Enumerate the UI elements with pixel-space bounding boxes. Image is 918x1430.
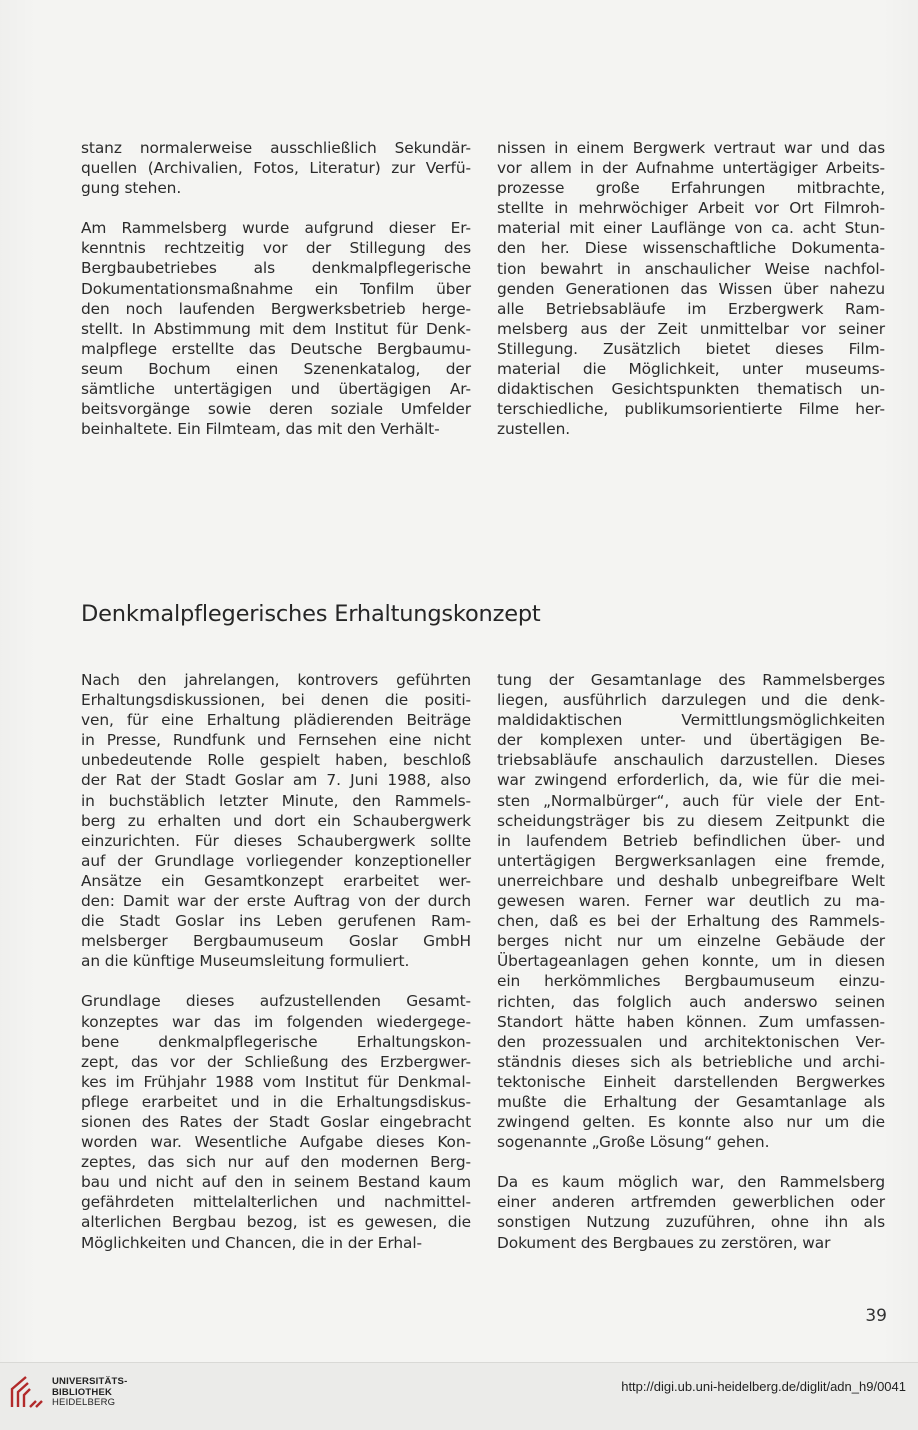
text-line: pflege erarbeitet und in die Erhaltungsdiskus- bbox=[81, 1092, 471, 1111]
text-line: den her. Diese wissenschaftliche Dokumenta- bbox=[497, 239, 885, 258]
text-line: sogenannte „Große Lösung“ gehen. bbox=[497, 1133, 770, 1152]
text-line: den prozessualen und architektonischen Ver- bbox=[497, 1032, 885, 1051]
text-line: material mit einer Lauflänge von ca. acht Stun- bbox=[497, 219, 885, 238]
text-line: in buchstäblich letzter Minute, den Rammels- bbox=[81, 791, 471, 810]
text-line: stellte in mehrwöchiger Arbeit vor Ort Filmroh- bbox=[497, 199, 885, 218]
paragraph bbox=[81, 991, 471, 1252]
text-line: bau und nicht auf den in seinem Bestand kaum bbox=[81, 1173, 471, 1192]
paragraph bbox=[497, 1172, 885, 1252]
text-line: die Stadt Goslar ins Leben gerufenen Ram- bbox=[81, 912, 471, 931]
text-line: in Presse, Rundfunk und Fernsehen eine nicht bbox=[81, 731, 471, 750]
text-line: ven, für eine Erhaltung plädierenden Beiträge bbox=[81, 711, 471, 730]
library-name[interactable] bbox=[52, 1377, 127, 1409]
text-line: zwingend gelten. Es konnte also nur um die bbox=[497, 1113, 885, 1132]
text-line: vor allem in der Aufnahme untertägiger Arbeits- bbox=[497, 159, 885, 178]
text-column-bottom-right bbox=[497, 670, 885, 1253]
page-number: 39 bbox=[865, 1306, 887, 1326]
text-line: maldidaktischen Vermittlungsmöglichkeiten bbox=[497, 711, 885, 730]
text-line: gefährdeten mittelalterlichen und nachmittel- bbox=[81, 1193, 471, 1212]
text-line: Bergbaubetriebes als denkmalpflegerische bbox=[81, 259, 471, 278]
text-line: berg zu erhalten und dort ein Schaubergwerk bbox=[81, 811, 471, 830]
text-column-top-right bbox=[497, 138, 885, 439]
library-logo-icon[interactable] bbox=[8, 1373, 46, 1411]
text-line: worden war. Wesentliche Aufgabe dieses Kon- bbox=[81, 1133, 471, 1152]
text-line: der komplexen unter- und übertägigen Be- bbox=[497, 731, 885, 750]
text-line: triebsabläufe anschaulich darzustellen. Dieses bbox=[497, 751, 885, 770]
text-line: seum Bochum einen Szenenkatalog, der bbox=[81, 359, 471, 378]
text-line: terschiedliche, publikumsorientierte Filme her- bbox=[497, 400, 885, 419]
section-heading: Denkmalpflegerisches Erhaltungskonzept bbox=[81, 601, 541, 627]
text-line: einzurichten. Für dieses Schaubergwerk sollte bbox=[81, 831, 471, 850]
text-line: sämtliche untertägigen und übertägigen Ar- bbox=[81, 380, 471, 399]
text-line: material die Möglichkeit, unter museums- bbox=[497, 360, 885, 379]
text-line: didaktischen Gesichtspunkten thematisch un- bbox=[497, 380, 885, 399]
text-line: kenntnis rechtzeitig vor der Stillegung des bbox=[81, 239, 471, 258]
text-line: Ansätze ein Gesamtkonzept erarbeitet wer- bbox=[81, 871, 471, 890]
text-line: beitsvorgänge sowie deren soziale Umfelder bbox=[81, 400, 471, 419]
text-line: Am Rammelsberg wurde aufgrund dieser Er- bbox=[81, 219, 471, 238]
library-name-line-1: UNIVERSITÄTS- bbox=[52, 1376, 128, 1387]
text-column-bottom-left bbox=[81, 670, 471, 1253]
text-line: gewesen waren. Ferner war deutlich zu ma- bbox=[497, 892, 885, 911]
text-line: ständnis dieses sich als betriebliche und archi- bbox=[497, 1052, 885, 1071]
text-line: stanz normalerweise ausschließlich Sekundär- bbox=[81, 139, 471, 157]
library-name-line-3: HEIDELBERG bbox=[52, 1397, 116, 1408]
paragraph bbox=[497, 670, 885, 1152]
text-line: kes im Frühjahr 1988 vom Institut für Denkmal- bbox=[81, 1072, 471, 1091]
text-line: Dokument des Bergbaues zu zerstören, war bbox=[497, 1233, 831, 1252]
paragraph bbox=[81, 218, 471, 439]
library-name-line-2: BIBLIOTHEK bbox=[52, 1386, 113, 1398]
text-line: bene denkmalpflegerische Erhaltungskon- bbox=[81, 1032, 471, 1051]
text-line: ein herkömmliches Bergbaumuseum einzu- bbox=[497, 972, 885, 991]
text-line: auf der Grundlage vorliegender konzeptioneller bbox=[81, 851, 471, 870]
paragraph-gap bbox=[81, 971, 471, 991]
text-line: alle Betriebsabläufe im Erzbergwerk Ram- bbox=[497, 299, 885, 318]
text-line: Nach den jahrelangen, kontrovers geführten bbox=[81, 671, 471, 689]
text-line: tung der Gesamtanlage des Rammelsberges bbox=[497, 671, 885, 689]
text-line: Übertageanlagen gehen konnte, um in diesen bbox=[497, 952, 885, 971]
text-line: zeptes, das sich nur auf den modernen Berg- bbox=[81, 1153, 471, 1172]
text-line: Dokumentationsmaßnahme ein Tonfilm über bbox=[81, 279, 471, 298]
paragraph bbox=[81, 670, 471, 971]
page-url-link[interactable]: http://digi.ub.uni-heidelberg.de/diglit/adn_h9/0041 bbox=[621, 1379, 906, 1394]
text-line: war zwingend erforderlich, da, wie für die mei- bbox=[497, 771, 885, 790]
text-line: prozesse große Erfahrungen mitbrachte, bbox=[497, 179, 885, 198]
text-line: Erhaltungsdiskussionen, bei denen die positi- bbox=[81, 691, 471, 710]
text-line: mußte die Erhaltung der Gesamtanlage als bbox=[497, 1092, 885, 1111]
viewer-footer bbox=[0, 1362, 918, 1430]
text-line: der Rat der Stadt Goslar am 7. Juni 1988, also bbox=[81, 771, 471, 790]
text-line: den noch laufenden Bergwerksbetrieb herge- bbox=[81, 299, 471, 318]
text-line: tektonische Einheit darstellenden Bergwerkes bbox=[497, 1072, 885, 1091]
text-line: beinhaltete. Ein Filmteam, das mit den Verhält- bbox=[81, 420, 440, 439]
text-line: sonstigen Nutzung zuzuführen, ohne ihn als bbox=[497, 1213, 885, 1232]
paragraph-gap bbox=[81, 198, 471, 218]
text-line: chen, daß es bei der Erhaltung des Rammels- bbox=[497, 912, 885, 931]
text-line: stellt. In Abstimmung mit dem Institut für Denk- bbox=[81, 319, 471, 338]
paragraph bbox=[497, 138, 885, 439]
text-line: Da es kaum möglich war, den Rammelsberg bbox=[497, 1173, 885, 1192]
text-line: Stillegung. Zusätzlich bietet dieses Film- bbox=[497, 339, 885, 358]
text-line: Grundlage dieses aufzustellenden Gesamt- bbox=[81, 992, 471, 1011]
text-line: genden Generationen das Wissen über nahezu bbox=[497, 279, 885, 298]
text-line: sten „Normalbürger“, auch für viele der Ent- bbox=[497, 791, 885, 810]
text-line: den: Damit war der erste Auftrag von der durch bbox=[81, 892, 471, 911]
text-line: Standort hätte haben können. Zum umfassen- bbox=[497, 1012, 885, 1031]
text-line: zustellen. bbox=[497, 420, 571, 439]
text-line: in laufendem Betrieb befindlichen über- und bbox=[497, 831, 885, 850]
text-line: Möglichkeiten und Chancen, die in der Erhal- bbox=[81, 1233, 423, 1252]
text-line: alterlichen Bergbau bezog, ist es gewesen, die bbox=[81, 1213, 471, 1232]
text-line: an die künftige Museumsleitung formuliert. bbox=[81, 952, 410, 971]
text-line: richten, das folglich auch anderswo seinen bbox=[497, 992, 885, 1011]
text-line: untertägigen Bergwerksanlagen eine fremde, bbox=[497, 851, 885, 870]
text-line: konzeptes war das im folgenden wiedergege- bbox=[81, 1012, 471, 1031]
text-line: zept, das vor der Schließung des Erzbergwer- bbox=[81, 1052, 471, 1071]
text-line: einer anderen artfremden gewerblichen oder bbox=[497, 1193, 885, 1212]
text-line: gung stehen. bbox=[81, 179, 182, 198]
text-line: unbedeutende Rolle gespielt haben, beschloß bbox=[81, 751, 471, 770]
text-line: liegen, ausführlich darzulegen und die denk- bbox=[497, 691, 885, 710]
text-line: melsberger Bergbaumuseum Goslar GmbH bbox=[81, 932, 471, 951]
paragraph-gap bbox=[497, 1152, 885, 1172]
text-line: malpflege erstellte das Deutsche Bergbaumu- bbox=[81, 339, 471, 358]
text-column-top-left bbox=[81, 138, 471, 439]
text-line: sionen des Rates der Stadt Goslar eingebracht bbox=[81, 1112, 471, 1131]
text-line: melsberg aus der Zeit unmittelbar vor seiner bbox=[497, 319, 885, 338]
text-line: scheidungsträger bis zu diesem Zeitpunkt die bbox=[497, 811, 885, 830]
text-line: tion bewahrt in anschaulicher Weise nachfol- bbox=[497, 259, 885, 278]
text-line: nissen in einem Bergwerk vertraut war und das bbox=[497, 139, 885, 157]
paragraph bbox=[81, 138, 471, 198]
text-line: unerreichbare und deshalb unbegreifbare Welt bbox=[497, 871, 885, 890]
text-line: quellen (Archivalien, Fotos, Literatur) zur Verfü- bbox=[81, 159, 471, 178]
text-line: berges nicht nur um einzelne Gebäude der bbox=[497, 932, 885, 951]
